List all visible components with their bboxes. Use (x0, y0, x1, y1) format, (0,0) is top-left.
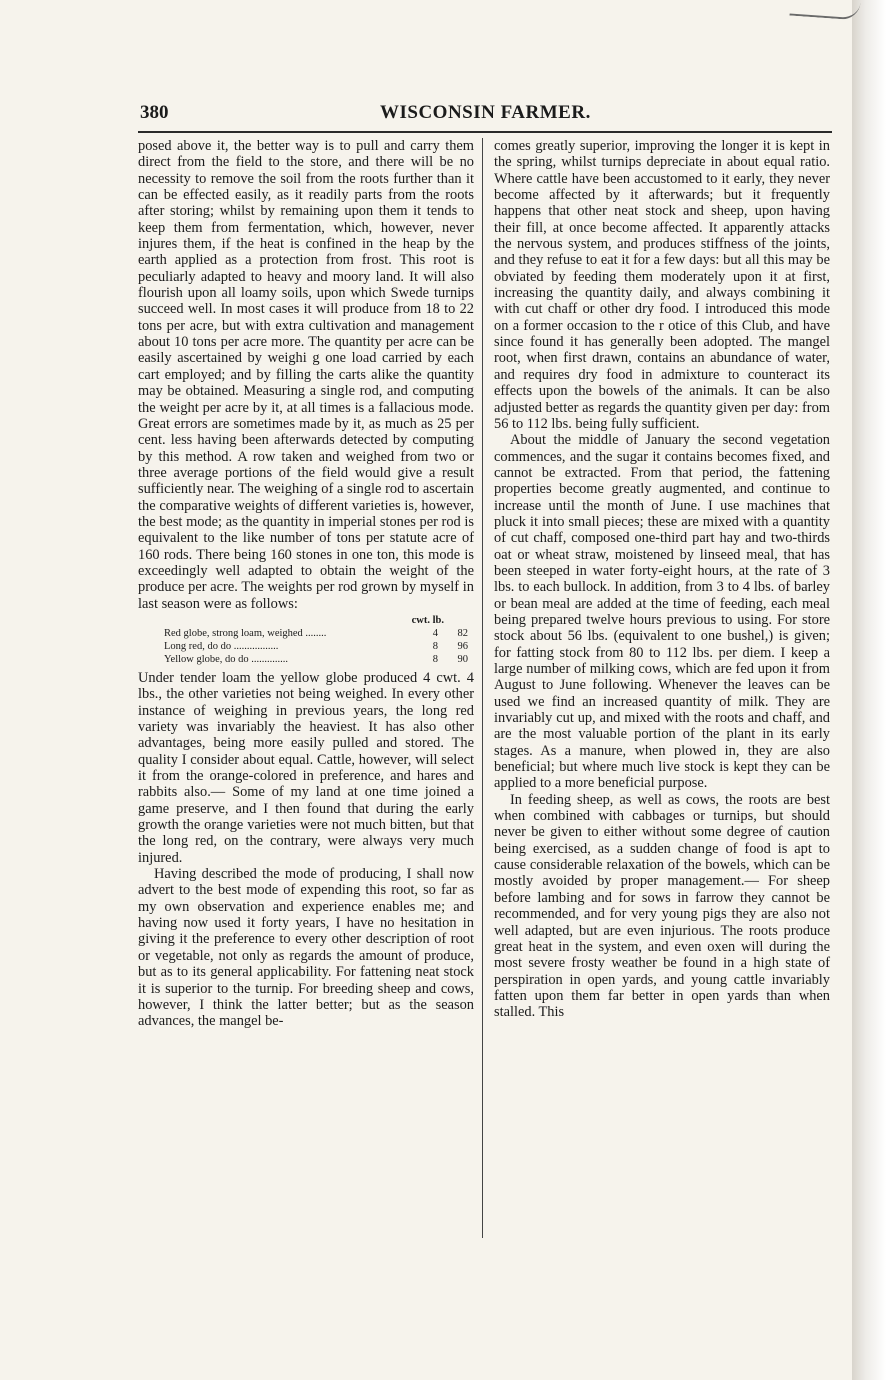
paragraph: Having described the mode of producing, I shall now advert to the best mode of expending this root, so far as my own observation and experience enables me; and having now used it forty years, I have no hesitation in giving it the preference to every other description of root or vegetable, not only as regards the amount of produce, but as to its general applicability. For fattening neat stock it is superior to the turnip. For breeding sheep and cows, however, I think the latter better; but as the season advances, the mangel be- (138, 866, 474, 1030)
page-edge-shadow (852, 0, 886, 1380)
running-title: WISCONSIN FARMER. (380, 102, 591, 123)
column-divider (482, 138, 483, 1238)
left-column (138, 138, 474, 1030)
table-row (138, 627, 474, 640)
row-cwt: 4 (432, 627, 438, 639)
row-lbs: 90 (457, 653, 468, 665)
table-row (138, 653, 474, 666)
yield-table (138, 614, 474, 666)
row-lbs: 96 (457, 640, 468, 652)
row-cwt: 8 (432, 640, 438, 652)
row-cwt: 8 (432, 653, 438, 665)
table-header: cwt. lb. (411, 614, 444, 626)
paragraph: About the middle of January the second vegetation commences, and the sugar it contains becomes fixed, and cannot be extracted. From that period, the fattening properties become greatly augmented, and continue to increase until the month of June. I use machines that pluck it into small pieces; these are mixed with a quantity of cut chaff, composed one-third part hay and two-thirds oat or wheat straw, moistened by linseed meal, that has been steeped in water forty-eight hours, at the rate of 3 lbs. to each bullock. In addition, from 3 to 4 lbs. of barley or bean meal are added at the time of feeding, each meal being prepared twelve hours previous to using. For store stock about 56 lbs. (equivalent to one bushel,) is given; for fatting stock from 80 to 112 lbs. per diem. I keep a large number of milking cows, which are fed upon it from August to June following. Whenever the leaves can be used we find an increased quantity of milk. They are invariably cut up, and mixed with the roots and chaff, and are the most valuable portion of the plant in its early stages. As a manure, when plowed in, they are also beneficial; but where much live stock is kept they can be applied to a more beneficial purpose. (494, 432, 830, 792)
row-label: Yellow globe, do do .............. (164, 653, 289, 665)
row-label: Long red, do do ................. (164, 640, 279, 652)
paragraph: Under tender loam the yellow globe produced 4 cwt. 4 lbs., the other varieties not being weighed. In every other instance of weighing in previous years, the long red variety was invariably the heaviest. It has also other advantages, being more easily pulled and stored. The quality I consider about equal. Cattle, however, will select it from the orange-colored in preference, and hares and rabbits also.— Some of my land at one time joined a game preserve, and I then found that during the early growth the orange varieties were not much bitten, but that the long red, on the contrary, were always very much injured. (138, 669, 474, 866)
table-row (138, 640, 474, 653)
running-header (140, 102, 830, 128)
right-column (494, 138, 830, 1021)
paragraph: In feeding sheep, as well as cows, the roots are best when combined with cabbages or turnips, but should never be given to either without some degree of caution being exercised, as a sudden change of food is apt to cause considerable relaxation of the bowels, which can be mostly avoided by proper management.— For sheep before lambing and for sows in farrow they cannot be recommended, and for very young pigs they are also not well adapted, but are even injurious. The roots produce great heat in the system, and even oxen will during the most severe frosty weather be found in a high state of perspiration in open yards, and young cattle invariably fatten upon them far better in open yards than when stalled. This (494, 791, 830, 1021)
paragraph: comes greatly superior, improving the longer it is kept in the spring, whilst turnips depreciate in about equal ratio. Where cattle have been accustomed to it early, they never become affected by it afterwards; but it frequently happens that other neat stock and sheep, upon having their fill, at once become affected. It apparently attacks the nervous system, and produces stiffness of the joints, and they refuse to eat it for a few days: but all this may be obviated by feeding them moderately upon it at first, increasing the quantity daily, and always combining it with cut chaff or other dry food. I introduced this mode on a former occasion to the r otice of this Club, and have since found it has generally been adopted. The mangel root, when first drawn, contains an abundance of water, and requires dry food in admixture to counteract its effects upon the bowels of the animals. It can be also adjusted better as regards the quantity given per day: from 56 to 112 lbs. being fully sufficient. (494, 138, 830, 432)
header-rule (138, 131, 832, 133)
row-label: Red globe, strong loam, weighed ........ (164, 627, 327, 639)
paragraph: posed above it, the better way is to pull and carry them direct from the field to the store, and there will be no necessity to remove the soil from the roots further than it can be effected easily, as it readily parts from the roots after storing; whilst by remaining upon them it tends to keep them from fermentation, which, however, never injures them, if the heat is confined in the heap by the earth applied as a protection from frost. This root is peculiarly adapted to heavy and moory land. It will also flourish upon all loamy soils, upon which Swede turnips succeed well. In most cases it will produce from 18 to 22 tons per acre, but with extra cultivation and management about 10 tons per acre more. The quantity per acre can be easily ascertained by weighi g one load carried by each cart employed; and by filling the carts alike the quantity may be obtained. Measuring a single rod, and computing the weight per acre by it, at all times is a fallacious mode. Great errors are sometimes made by it, as much as 25 per cent. less having been afterwards detected by computing by this method. A row taken and weighed from two or three average portions of the field would give a result sufficiently near. The weighing of a single rod to ascertain the comparative weights of different varieties is, however, the best mode; as the quantity in imperial stones per rod is equivalent to the like number of tons per statute acre of 160 rods. There being 160 stones in one ton, this mode is exceedingly well adapted to obtain the weight of the produce per acre. The weights per rod grown by myself in last season were as follows: (138, 138, 474, 612)
row-lbs: 82 (457, 627, 468, 639)
page-number: 380 (140, 102, 169, 123)
